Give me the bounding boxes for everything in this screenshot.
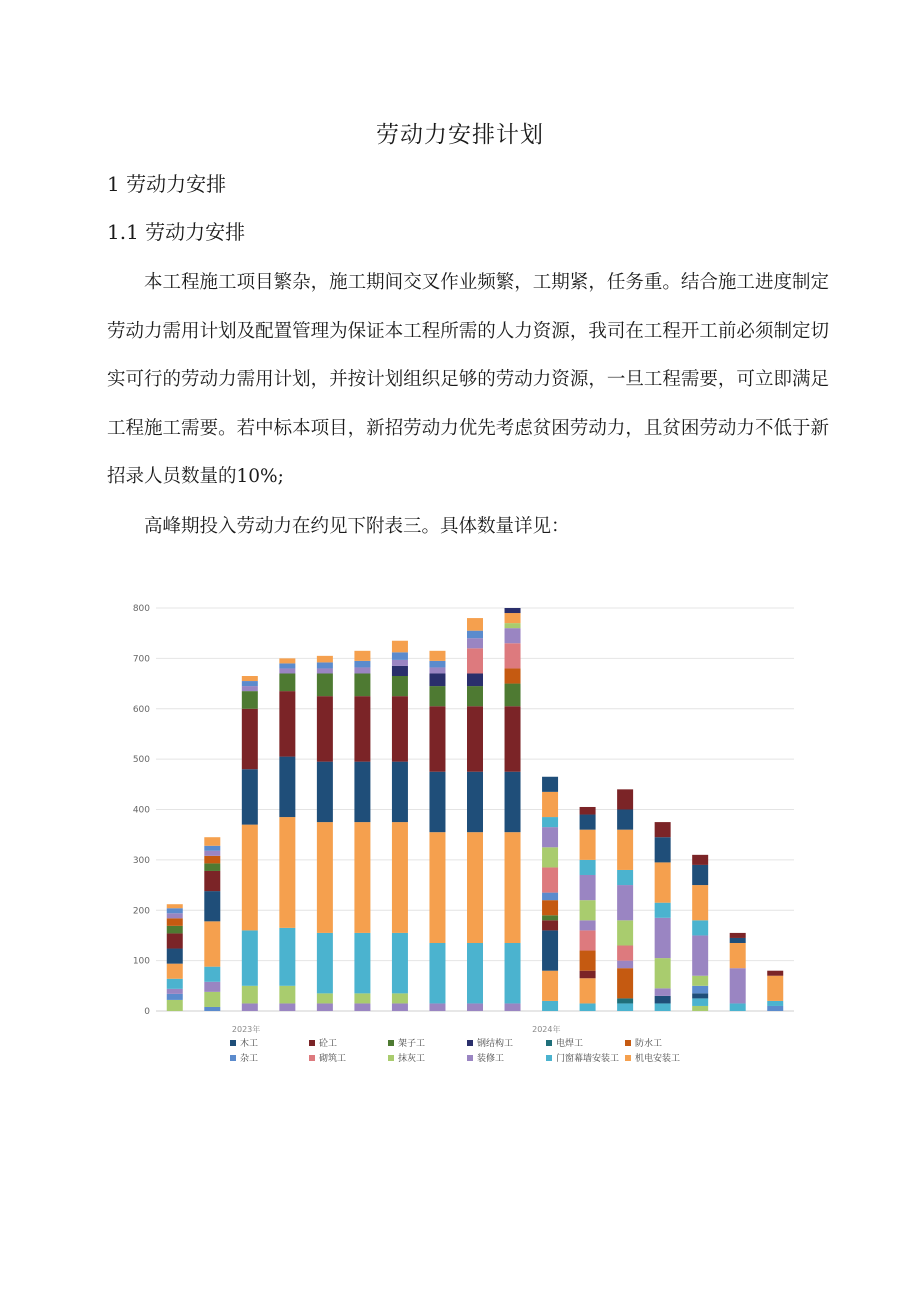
bar-segment [580, 1003, 596, 1011]
body-paragraph-1: 本工程施工项目繁杂，施工期间交叉作业频繁，工期紧，任务重。结合施工进度制定劳动力需用计划及配置管理为保证本工程所需的人力资源，我司在工程开工前必须制定切实可行的劳动力需用计划，并按计划组织足够的劳动力资源，一旦工程需要，可立即满足工程施工需要。若中标本项目，新招劳动力优先考虑贫困劳动力，且贫困劳动力不低于新招录人员数量的10%; [107, 272, 829, 487]
bar-segment [354, 933, 370, 993]
legend-label: 防水工 [635, 1039, 663, 1049]
bar-segment [392, 822, 408, 933]
bar-segment [204, 1007, 220, 1011]
legend-label: 门窗幕墙安装工 [556, 1054, 620, 1064]
bar-segment [429, 651, 445, 661]
bar-segment [505, 613, 521, 623]
bar-segment [505, 1003, 521, 1011]
bar-segment [580, 978, 596, 1003]
document-title: 劳动力安排计划 [376, 122, 544, 148]
bar-segment [467, 631, 483, 639]
bar-segment [767, 1006, 783, 1011]
bar-segment [767, 976, 783, 1001]
y-tick-label: 600 [132, 704, 150, 715]
bar-segment [505, 943, 521, 1003]
bar-segment [617, 870, 633, 885]
legend-item [625, 1037, 662, 1049]
y-tick-label: 700 [132, 654, 150, 665]
bar-segment [692, 920, 708, 935]
bar-segment [542, 777, 558, 792]
bar-segment [317, 993, 333, 1003]
bar-segment [730, 933, 746, 938]
bar-stack [617, 789, 633, 1011]
bar-segment [542, 1001, 558, 1011]
y-tick-label: 0 [144, 1007, 150, 1017]
year-label: 2024年 [532, 1025, 561, 1034]
bar-segment [542, 827, 558, 847]
bar-segment [354, 822, 370, 933]
bar-stack [279, 658, 295, 1011]
legend-swatch [388, 1040, 394, 1046]
bar-segment [167, 918, 183, 926]
body-paragraph-2: 高峰期投入劳动力在约见下附表三。具体数量详见： [144, 516, 570, 537]
bar-segment [204, 891, 220, 921]
bar-segment [767, 971, 783, 976]
bar-stack [467, 618, 483, 1011]
bar-segment [167, 989, 183, 994]
bar-segment [204, 851, 220, 856]
bar-segment [204, 863, 220, 871]
legend-item [467, 1037, 513, 1049]
y-axis-ticks [133, 604, 150, 1017]
legend-swatch [309, 1040, 315, 1046]
bar-segment [542, 971, 558, 1001]
bar-segment [279, 986, 295, 1004]
bar-segment [467, 673, 483, 686]
bar-segment [580, 875, 596, 900]
legend-item [388, 1052, 425, 1064]
bar-segment [580, 860, 596, 875]
bar-segment [429, 673, 445, 686]
legend-label: 装修工 [477, 1054, 505, 1064]
bar-segment [542, 867, 558, 892]
bar-segment [505, 623, 521, 628]
legend-item [546, 1037, 583, 1049]
bar-segment [242, 986, 258, 1004]
bar-segment [392, 652, 408, 660]
bar-segment [279, 757, 295, 817]
year-labels [232, 1024, 561, 1034]
bar-segment [204, 967, 220, 982]
bar-segment [204, 846, 220, 851]
bar-segment [505, 706, 521, 771]
bar-stack [767, 971, 783, 1011]
bar-segment [392, 660, 408, 666]
bar-segment [467, 943, 483, 1003]
y-tick-label: 500 [132, 755, 150, 766]
bar-segment [204, 992, 220, 1007]
bar-segment [692, 855, 708, 865]
bar-segment [617, 961, 633, 969]
bar-segment [542, 930, 558, 970]
bar-segment [655, 1003, 671, 1011]
bar-segment [242, 681, 258, 686]
bar-segment [429, 1003, 445, 1011]
bar-segment [429, 667, 445, 673]
bar-segment [542, 915, 558, 920]
bar-segment [242, 686, 258, 691]
legend-swatch [388, 1055, 394, 1061]
labor-chart [126, 592, 802, 1072]
bar-segment [467, 618, 483, 631]
bar-segment [655, 918, 671, 958]
legend-label: 机电安装工 [635, 1054, 681, 1064]
legend-item [625, 1052, 680, 1064]
legend-label: 电焊工 [556, 1039, 584, 1049]
bar-segment [204, 921, 220, 966]
bar-segment [354, 651, 370, 661]
bar-stack [655, 822, 671, 1011]
legend-swatch [546, 1040, 552, 1046]
bar-segment [167, 994, 183, 1000]
bar-segment [392, 993, 408, 1003]
bar-segment [392, 666, 408, 676]
y-tick-label: 800 [132, 604, 150, 614]
bar-segment [204, 871, 220, 891]
bar-segment [242, 676, 258, 681]
legend-label: 砼工 [319, 1039, 338, 1049]
bar-segment [279, 668, 295, 673]
bar-segment [542, 847, 558, 867]
legend-swatch [625, 1055, 631, 1061]
bar-segment [279, 1003, 295, 1011]
bar-segment [505, 772, 521, 832]
legend-swatch [309, 1055, 315, 1061]
y-tick-label: 300 [132, 855, 150, 866]
bar-segment [279, 673, 295, 691]
bar-segment [242, 769, 258, 824]
bar-segment [505, 628, 521, 643]
bar-stack [242, 676, 258, 1011]
legend-item [467, 1052, 504, 1064]
bar-segment [542, 817, 558, 827]
bar-segment [542, 900, 558, 915]
bar-segment [505, 684, 521, 707]
bar-stack [692, 855, 708, 1011]
bar-stack [354, 651, 370, 1011]
bar-segment [279, 928, 295, 986]
year-label: 2023年 [231, 1025, 261, 1034]
bar-stack [730, 933, 746, 1011]
bar-segment [279, 817, 295, 928]
bar-segment [692, 885, 708, 920]
bar-segment [467, 772, 483, 832]
legend-label: 钢结构工 [477, 1039, 514, 1049]
y-tick-label: 100 [132, 956, 150, 967]
bar-segment [317, 696, 333, 761]
bar-segment [692, 1006, 708, 1011]
y-tick-label: 200 [132, 906, 150, 917]
bar-segment [580, 920, 596, 930]
bar-segment [580, 830, 596, 860]
bar-segment [542, 920, 558, 930]
legend-label: 木工 [240, 1039, 259, 1049]
bar-segment [317, 662, 333, 668]
bar-segment [354, 696, 370, 761]
section-heading: 1 劳动力安排 [107, 172, 227, 196]
bar-segment [429, 686, 445, 706]
bar-segment [692, 986, 708, 994]
bar-segment [580, 951, 596, 971]
bar-segment [730, 938, 746, 943]
bar-segment [392, 933, 408, 993]
bar-segment [354, 667, 370, 673]
legend-label: 架子工 [398, 1039, 426, 1049]
bar-segment [692, 976, 708, 986]
legend-swatch [467, 1040, 473, 1046]
bar-segment [692, 993, 708, 998]
legend-item [388, 1037, 425, 1049]
chart-legend [230, 1037, 680, 1064]
legend-item [230, 1052, 258, 1064]
bar-segment [505, 608, 521, 613]
bar-segment [392, 696, 408, 761]
bar-segment [167, 949, 183, 964]
bar-segment [542, 893, 558, 901]
bar-segment [505, 832, 521, 943]
bar-segment [429, 772, 445, 832]
bar-segment [279, 663, 295, 668]
bar-segment [655, 903, 671, 918]
legend-item [230, 1037, 258, 1049]
bar-stack [204, 837, 220, 1011]
bar-segment [505, 668, 521, 683]
bar-segment [580, 807, 596, 815]
bar-segment [429, 832, 445, 943]
bar-segment [580, 971, 596, 979]
bar-segment [617, 998, 633, 1003]
bar-segment [317, 762, 333, 822]
bar-segment [242, 1003, 258, 1011]
subsection-heading: 1.1 劳动力安排 [107, 220, 246, 244]
bar-segment [279, 658, 295, 663]
bar-segment [542, 792, 558, 817]
bar-segment [467, 638, 483, 648]
y-tick-label: 400 [132, 805, 150, 816]
legend-swatch [546, 1055, 552, 1061]
bar-segment [767, 1001, 783, 1006]
bar-segment [242, 825, 258, 931]
bar-segment [467, 1003, 483, 1011]
bar-segment [354, 673, 370, 696]
bar-segment [467, 648, 483, 673]
bar-segment [580, 900, 596, 920]
labor-chart-svg [126, 592, 802, 1072]
legend-swatch [230, 1055, 236, 1061]
bar-segment [242, 691, 258, 709]
legend-item [309, 1037, 337, 1049]
bar-segment [429, 706, 445, 771]
bar-segment [354, 762, 370, 822]
bar-stack [167, 904, 183, 1011]
bar-segment [617, 946, 633, 961]
bar-segment [655, 988, 671, 996]
bar-segment [655, 822, 671, 837]
legend-label: 砌筑工 [319, 1054, 347, 1064]
bar-segment [204, 837, 220, 846]
bar-segment [317, 668, 333, 673]
bar-segment [467, 686, 483, 706]
bar-segment [617, 920, 633, 945]
bar-segment [655, 958, 671, 988]
bar-segment [617, 830, 633, 870]
bar-segment [167, 926, 183, 934]
bar-segment [204, 982, 220, 992]
bar-segment [317, 656, 333, 663]
bar-segment [730, 968, 746, 1003]
bar-segment [617, 1003, 633, 1011]
bar-segment [580, 930, 596, 950]
bar-segment [617, 810, 633, 830]
bar-segment [317, 822, 333, 933]
bar-segment [505, 643, 521, 668]
bar-segment [167, 913, 183, 918]
bar-segment [354, 993, 370, 1003]
bar-stack [317, 656, 333, 1011]
legend-label: 杂工 [240, 1054, 259, 1064]
bar-segment [317, 673, 333, 696]
bar-segment [167, 904, 183, 908]
bar-segment [167, 964, 183, 979]
bar-segment [167, 979, 183, 989]
bar-stack [542, 777, 558, 1011]
bar-segment [279, 691, 295, 756]
legend-item [309, 1052, 346, 1064]
bar-segment [204, 856, 220, 864]
bar-segment [655, 837, 671, 862]
bar-segment [167, 908, 183, 913]
bar-stack [580, 807, 596, 1011]
bar-segment [167, 933, 183, 948]
bar-segment [167, 1000, 183, 1011]
bar-segment [655, 862, 671, 902]
bar-stack [392, 641, 408, 1011]
bar-segment [617, 968, 633, 998]
bar-segment [467, 706, 483, 771]
bar-segment [429, 661, 445, 668]
legend-label: 抹灰工 [398, 1054, 426, 1064]
bar-segment [242, 709, 258, 769]
bar-segment [580, 815, 596, 830]
bar-segment [354, 1003, 370, 1011]
bar-segment [392, 641, 408, 653]
bar-segment [730, 943, 746, 968]
bar-segment [655, 996, 671, 1004]
bar-segment [317, 933, 333, 993]
bar-segment [617, 789, 633, 809]
bar-stack [429, 651, 445, 1011]
bar-segment [317, 1003, 333, 1011]
bar-segment [617, 885, 633, 920]
legend-item [546, 1052, 619, 1064]
bar-segment [242, 930, 258, 985]
bar-segment [692, 865, 708, 885]
bar-segment [692, 935, 708, 975]
bar-segment [429, 943, 445, 1003]
bar-segment [392, 1003, 408, 1011]
legend-swatch [625, 1040, 631, 1046]
bar-segment [354, 661, 370, 668]
bar-segment [730, 1003, 746, 1011]
legend-swatch [467, 1055, 473, 1061]
bar-segment [692, 998, 708, 1006]
bar-segment [392, 762, 408, 822]
bar-segment [392, 676, 408, 696]
bar-segment [467, 832, 483, 943]
bar-stack [505, 608, 521, 1011]
legend-swatch [230, 1040, 236, 1046]
